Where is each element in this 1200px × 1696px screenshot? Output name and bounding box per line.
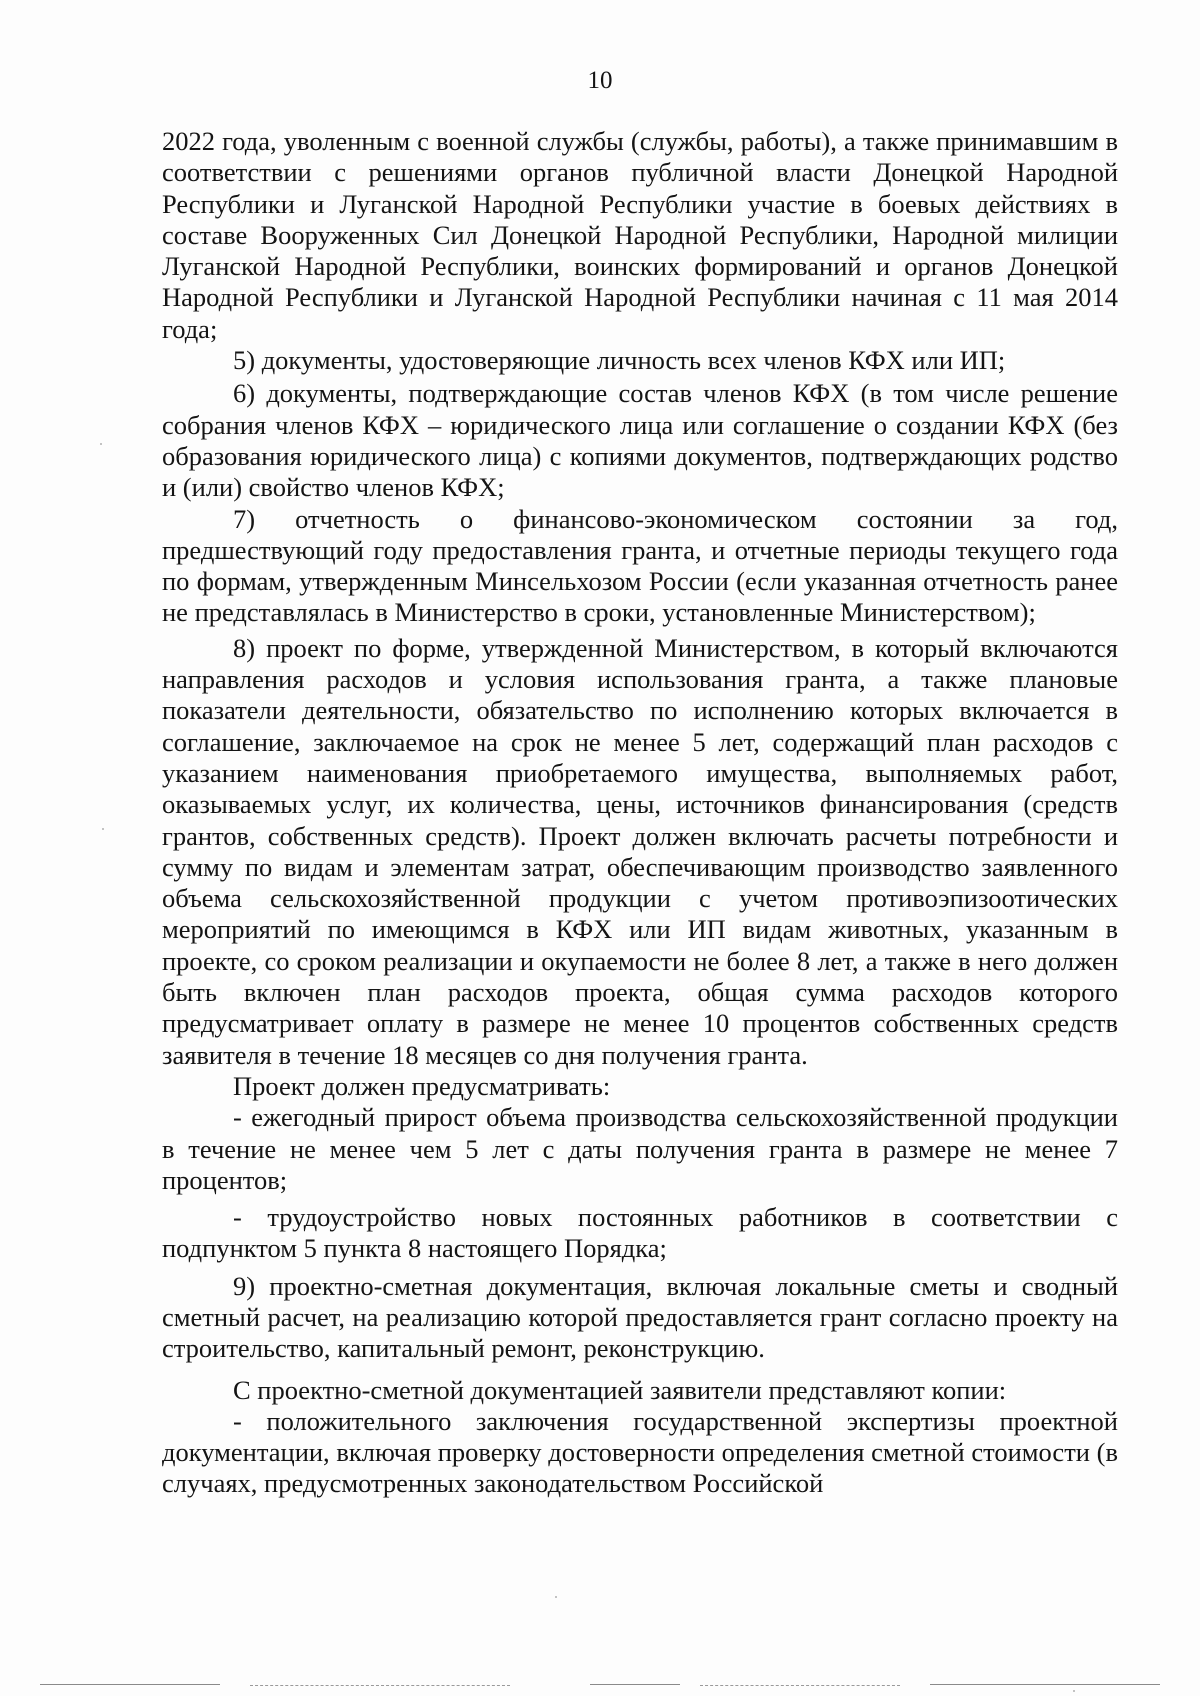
scan-speck <box>102 828 104 830</box>
scan-edge-line <box>700 1685 900 1686</box>
paragraph-continuation: 2022 года, уволенным с военной службы (службы, работы), а также принимавшим в соответствии с решениями органов публичной власти Донецкой Народной Республики и Луганской Народной Республики участие в боевых действиях в составе Вооруженных Сил Донецкой Народной Республики, Народной милиции Луганской Народной Республики, воинских формирований и органов Донецкой Народной Республики и Луганской Народной Республики начиная с 11 мая 2014 года; <box>162 126 1118 344</box>
scan-edge-line <box>40 1684 220 1685</box>
list-item-employment: - трудоустройство новых постоянных работников в соответствии с подпунктом 5 пункта 8 настоящего Порядка; <box>162 1202 1118 1264</box>
scan-edge-line <box>250 1685 510 1686</box>
paragraph-item-8: 8) проект по форме, утвержденной Министерством, в который включаются направления расходов и условия использования гранта, а также плановые показатели деятельности, обязательство по исполнению которых включается в соглашение, заключаемое на срок не менее 5 лет, содержащий план расходов с указанием наименования приобретаемого имущества, выполняемых работ, оказываемых услуг, их количества, цены, источников финансирования (средств грантов, собственных средств). Проект должен включать расчеты потребности и сумму по видам и элементам затрат, обеспечивающим производство заявленного объема сельскохозяйственной продукции с учетом противоэпизоотических мероприятий по имеющимся в КФХ или ИП видам животных, указанным в проекте, со сроком реализации и окупаемости не более 8 лет, а также в него должен быть включен план расходов проекта, общая сумма расходов которого предусматривает оплату в размере не менее 10 процентов собственных средств заявителя в течение 18 месяцев со дня получения гранта. <box>162 632 1118 1070</box>
document-body <box>162 126 1118 1500</box>
paragraph-project-requirements: Проект должен предусматривать: <box>233 1070 611 1101</box>
scan-edge-line <box>930 1684 1160 1685</box>
paragraph-copies-intro: С проектно-сметной документацией заявители представляют копии: <box>233 1374 1007 1405</box>
page-number: 10 <box>587 67 613 94</box>
list-item-expertise-conclusion: - положительного заключения государственной экспертизы проектной документации, включая проверку достоверности определения сметной стоимости (в случаях, предусмотренных законодательством Российской <box>162 1405 1118 1499</box>
scan-edge-line <box>590 1684 680 1685</box>
paragraph-item-5: 5) документы, удостоверяющие личность всех членов КФХ или ИП; <box>233 345 1006 376</box>
list-item-production-growth: - ежегодный прирост объема производства сельскохозяйственной продукции в течение не менее чем 5 лет с даты получения гранта в размере не менее 7 процентов; <box>162 1102 1118 1195</box>
scan-speck <box>100 443 102 445</box>
scan-speck <box>1073 1690 1075 1692</box>
paragraph-item-9: 9) проектно-сметная документация, включая локальные сметы и сводный сметный расчет, на реализацию которой предоставляется грант согласно проекту на строительство, капитальный ремонт, реконструкцию. <box>162 1270 1118 1364</box>
paragraph-item-7: 7) отчетность о финансово-экономическом состоянии за год, предшествующий году предоставления гранта, и отчетные периоды текущего года по формам, утвержденным Минсельхозом России (если указанная отчетность ранее не представлялась в Министерство в сроки, установленные Министерством); <box>162 503 1118 628</box>
scan-speck <box>555 1596 557 1598</box>
paragraph-item-6: 6) документы, подтверждающие состав членов КФХ (в том числе решение собрания членов КФХ – юридического лица или соглашение о создании КФХ (без образования юридического лица) с копиями документов, подтверждающих родство и (или) свойство членов КФХ; <box>162 378 1118 503</box>
